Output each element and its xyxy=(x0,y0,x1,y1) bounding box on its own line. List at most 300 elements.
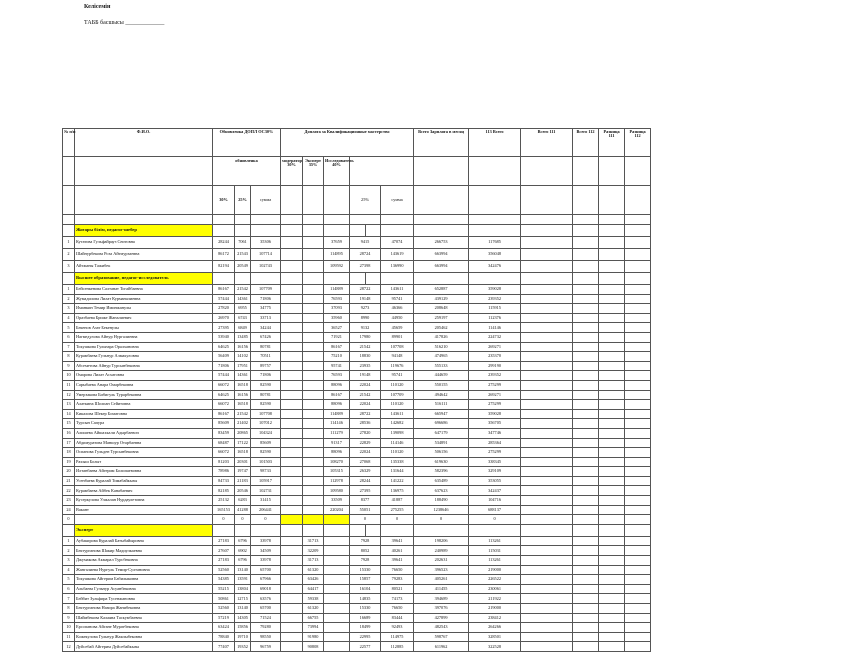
row-name: Рахыш Болыт xyxy=(75,457,213,467)
section-cell xyxy=(625,524,651,536)
table-row xyxy=(63,400,821,410)
cell-sum-b: 95741 xyxy=(381,294,414,304)
cell-empty xyxy=(573,361,599,371)
cell-issled: 95741 xyxy=(324,361,350,371)
table-row xyxy=(63,486,821,496)
section-cell xyxy=(350,524,366,536)
cell-moderator xyxy=(281,575,303,585)
cell-25pct-b: 8052 xyxy=(350,546,381,556)
cell-expert xyxy=(303,448,324,458)
cell-empty xyxy=(573,536,599,546)
cell-113: 347746 xyxy=(469,428,521,438)
cell-moderator xyxy=(281,294,303,304)
table-row xyxy=(63,467,821,477)
section-num xyxy=(63,225,75,237)
cell-25pct: 19710 xyxy=(235,632,251,642)
table-row xyxy=(63,294,821,304)
cell-empty xyxy=(599,390,625,400)
cell-moderator xyxy=(281,390,303,400)
cell-30pct: 50861 xyxy=(213,594,235,604)
section-title: Жоғары білім, педагог-шебер xyxy=(75,225,213,237)
cell-sum: 82590 xyxy=(251,380,281,390)
cell-30pct: 27183 xyxy=(213,556,235,566)
row-name: Токушкова Айгерим Бабилыковна xyxy=(75,575,213,585)
cell-sum-b: 112885 xyxy=(381,642,414,652)
cell-sum: 65700 xyxy=(251,604,281,614)
cell-moderator xyxy=(281,313,303,323)
table-row xyxy=(63,419,821,429)
row-name: Шаймбекова Калаяна Таскумбаевна xyxy=(75,613,213,623)
table-row xyxy=(63,428,821,438)
cell-empty xyxy=(573,467,599,477)
row-num: 12 xyxy=(63,642,75,652)
cell-empty xyxy=(599,476,625,486)
section-cell xyxy=(324,524,350,536)
cell-empty xyxy=(625,623,651,633)
cell-expert xyxy=(303,261,324,273)
row-num: 4 xyxy=(63,565,75,575)
col-vsego: Всего Зарплата в месяц xyxy=(414,129,469,157)
table-row xyxy=(63,613,821,623)
cell-25pct-b: 28724 xyxy=(350,249,381,261)
cell-vsego: 534891 xyxy=(414,438,469,448)
row-name: Дуйсебай Айгерим Дуйсебайкызы xyxy=(75,642,213,652)
cell-sum-b: 143611 xyxy=(381,285,414,295)
cell-empty xyxy=(573,575,599,585)
cell-empty xyxy=(573,496,599,506)
cell-25pct-b: 19148 xyxy=(350,294,381,304)
cell-30pct: 25132 xyxy=(213,496,235,506)
cell-empty xyxy=(599,352,625,362)
col-obn: Обновленка ДОПЛ ОС30% xyxy=(213,129,281,157)
cell-113: 688137 xyxy=(469,505,521,515)
cell-sum: 82590 xyxy=(251,448,281,458)
cell-empty xyxy=(599,448,625,458)
row-num: 8 xyxy=(63,352,75,362)
section-header xyxy=(63,524,821,536)
cell-sum-b: 275255 xyxy=(381,505,414,515)
section-cell xyxy=(213,225,235,237)
cell-25pct-b: 28244 xyxy=(350,476,381,486)
cell-empty xyxy=(573,249,599,261)
row-num: 4 xyxy=(63,313,75,323)
cell-issled xyxy=(324,623,350,633)
cell-empty xyxy=(521,304,573,314)
cell-empty xyxy=(521,294,573,304)
cell-25pct-b: 28536 xyxy=(350,419,381,429)
cell-empty xyxy=(521,467,573,477)
cell-empty xyxy=(573,613,599,623)
cell-25pct: 21402 xyxy=(235,419,251,429)
table-row xyxy=(63,623,821,633)
cell-empty xyxy=(521,409,573,419)
cell-empty xyxy=(625,380,651,390)
row-num: 8 xyxy=(63,604,75,614)
cell-25pct-b: 27820 xyxy=(350,428,381,438)
cell-empty xyxy=(573,304,599,314)
cell-empty xyxy=(625,467,651,477)
cell-empty xyxy=(599,313,625,323)
col-issled: Исследователь 40% xyxy=(324,157,350,186)
cell-113: 113261 xyxy=(469,556,521,566)
cell-empty xyxy=(599,584,625,594)
cell-empty xyxy=(573,584,599,594)
cell-issled: 114889 xyxy=(324,409,350,419)
cell-empty xyxy=(573,565,599,575)
cell-vsego: 202631 xyxy=(414,556,469,566)
cell-empty xyxy=(625,505,651,515)
row-name: Турсын Сапура xyxy=(75,419,213,429)
cell-30pct: 78840 xyxy=(213,632,235,642)
cell-30pct: 57219 xyxy=(213,613,235,623)
cell-30pct: 28244 xyxy=(213,237,235,249)
cell-30pct: 68487 xyxy=(213,438,235,448)
cell-empty xyxy=(573,594,599,604)
cell-25pct-b: 7928 xyxy=(350,556,381,566)
cell-113: 356705 xyxy=(469,419,521,429)
cell-empty xyxy=(599,371,625,381)
cell-empty xyxy=(521,594,573,604)
table-row xyxy=(63,361,821,371)
cell-empty xyxy=(573,409,599,419)
table-row xyxy=(63,575,821,585)
cell-25pct: 13140 xyxy=(235,565,251,575)
cell-sum-b: 107708 xyxy=(381,342,414,352)
cell-30pct: 63424 xyxy=(213,623,235,633)
cell-expert xyxy=(303,304,324,314)
row-name: Айтжаны Тажибек xyxy=(75,261,213,273)
cell-expert: 63426 xyxy=(303,575,324,585)
cell-issled: 33509 xyxy=(324,496,350,506)
section-cell xyxy=(381,225,414,237)
cell-113: 353055 xyxy=(469,476,521,486)
cell-empty xyxy=(521,515,573,525)
cell-vsego: 205462 xyxy=(414,323,469,333)
table-row xyxy=(63,556,821,566)
cell-25pct: 20546 xyxy=(235,486,251,496)
cell-empty xyxy=(625,285,651,295)
cell-25pct-b: 9415 xyxy=(350,237,381,249)
cell-moderator xyxy=(281,249,303,261)
cell-vsego: 474965 xyxy=(414,352,469,362)
cell-30pct: 165153 xyxy=(213,505,235,515)
cell-expert xyxy=(303,505,324,515)
cell-sum: 63576 xyxy=(251,594,281,604)
row-name: Ерсопанова Айгане Муратбековна xyxy=(75,623,213,633)
cell-empty xyxy=(521,565,573,575)
cell-empty xyxy=(625,313,651,323)
cell-25pct: 21542 xyxy=(235,285,251,295)
cell-empty xyxy=(599,632,625,642)
row-num: 10 xyxy=(63,371,75,381)
cell-empty xyxy=(625,304,651,314)
cell-empty xyxy=(573,476,599,486)
cell-issled xyxy=(324,536,350,546)
cell-vsego: 665947 xyxy=(414,409,469,419)
cell-empty xyxy=(625,400,651,410)
cell-moderator xyxy=(281,304,303,314)
cell-sum: 71806 xyxy=(251,294,281,304)
cell-empty xyxy=(599,304,625,314)
cell-empty xyxy=(625,476,651,486)
cell-vsego: 411455 xyxy=(414,584,469,594)
cell-vsego: 555133 xyxy=(414,361,469,371)
section-cell xyxy=(213,273,235,285)
cell-expert: 32209 xyxy=(303,546,324,556)
cell-issled xyxy=(324,632,350,642)
row-num: 19 xyxy=(63,457,75,467)
cell-113: 356048 xyxy=(469,249,521,261)
table-row xyxy=(63,352,821,362)
row-name: Бекенов Азат Бекенулы xyxy=(75,323,213,333)
row-num: 14 xyxy=(63,409,75,419)
cell-issled: 88096 xyxy=(324,380,350,390)
cell-30pct: 86167 xyxy=(213,285,235,295)
row-name: Кожекулова Гульнур Жакпыбековна xyxy=(75,632,213,642)
cell-moderator xyxy=(281,285,303,295)
cell-25pct: 6902 xyxy=(235,546,251,556)
cell-sum-b: 110120 xyxy=(381,448,414,458)
cell-25pct: 20301 xyxy=(235,457,251,467)
section-cell xyxy=(235,524,251,536)
table-row xyxy=(63,304,821,314)
cell-sum: 70511 xyxy=(251,352,281,362)
cell-113: 112376 xyxy=(469,313,521,323)
cell-moderator xyxy=(281,604,303,614)
row-name: Жангалиева Нургуль Темир-Султановна xyxy=(75,565,213,575)
header-row-3 xyxy=(63,186,821,215)
cell-sum-b: 114975 xyxy=(381,632,414,642)
section-cell xyxy=(381,273,414,285)
cell-empty xyxy=(521,486,573,496)
cell-113: 219000 xyxy=(469,565,521,575)
table-row xyxy=(63,313,821,323)
row-name: Кутатова Гульфайрауз Сеитовна xyxy=(75,237,213,249)
section-cell xyxy=(303,273,324,285)
cell-moderator xyxy=(281,361,303,371)
col-dopl: Доплата за Квалификационные мастерство xyxy=(281,129,414,157)
cell-25pct: 13591 xyxy=(235,575,251,585)
cell-sum-b: 76650 xyxy=(381,604,414,614)
cell-25pct: 17122 xyxy=(235,438,251,448)
cell-30pct: 82185 xyxy=(213,486,235,496)
cell-moderator xyxy=(281,623,303,633)
cell-sum: 0 xyxy=(251,515,281,525)
section-cell xyxy=(469,273,521,285)
cell-30pct: 55215 xyxy=(213,584,235,594)
cell-vsego: 1238646 xyxy=(414,505,469,515)
cell-sum-b: 142682 xyxy=(381,419,414,429)
cell-expert xyxy=(303,332,324,342)
table-row xyxy=(63,390,821,400)
row-num: 22 xyxy=(63,486,75,496)
section-cell xyxy=(213,524,235,536)
row-num: 5 xyxy=(63,323,75,333)
cell-empty xyxy=(521,285,573,295)
cell-30pct: 77407 xyxy=(213,642,235,652)
cell-sum-b: 46366 xyxy=(381,304,414,314)
cell-empty xyxy=(573,438,599,448)
table-row xyxy=(63,409,821,419)
cell-empty xyxy=(573,457,599,467)
section-cell xyxy=(414,273,469,285)
cell-empty xyxy=(625,632,651,642)
cell-empty xyxy=(521,428,573,438)
cell-expert xyxy=(303,515,324,525)
cell-empty xyxy=(573,515,599,525)
section-cell xyxy=(599,225,625,237)
cell-empty xyxy=(625,536,651,546)
cell-vsego: 696686 xyxy=(414,419,469,429)
cell-empty xyxy=(521,371,573,381)
cell-sum: 67966 xyxy=(251,575,281,585)
cell-vsego: 396523 xyxy=(414,565,469,575)
cell-vsego: 598767 xyxy=(414,632,469,642)
section-cell xyxy=(573,225,599,237)
cell-sum-b: 110120 xyxy=(381,400,414,410)
cell-sum: 80781 xyxy=(251,342,281,352)
cell-expert xyxy=(303,380,324,390)
cell-25pct-b: 27068 xyxy=(350,457,381,467)
cell-25pct-b: 55051 xyxy=(350,505,381,515)
cell-empty xyxy=(521,448,573,458)
cell-30pct: 27183 xyxy=(213,536,235,546)
cell-sum-b: 136990 xyxy=(381,261,414,273)
row-name: Шайнурбекова Роза Айтмурзаевна xyxy=(75,249,213,261)
cell-empty xyxy=(521,313,573,323)
cell-expert xyxy=(303,285,324,295)
cell-empty xyxy=(573,486,599,496)
cell-empty xyxy=(521,261,573,273)
cell-vsego: 482543 xyxy=(414,623,469,633)
cell-empty xyxy=(599,457,625,467)
row-num: 12 xyxy=(63,390,75,400)
table-row xyxy=(63,261,821,273)
table-row xyxy=(63,342,821,352)
cell-empty xyxy=(573,419,599,429)
cell-30pct: 66072 xyxy=(213,400,235,410)
cell-113: 115031 xyxy=(469,546,521,556)
table-row xyxy=(63,642,821,652)
cell-empty xyxy=(625,237,651,249)
cell-empty xyxy=(521,361,573,371)
cell-moderator xyxy=(281,632,303,642)
cell-empty xyxy=(599,380,625,390)
cell-expert xyxy=(303,361,324,371)
cell-empty xyxy=(625,613,651,623)
row-num: 17 xyxy=(63,438,75,448)
cell-113: 230061 xyxy=(469,584,521,594)
cell-25pct: 12715 xyxy=(235,594,251,604)
section-cell xyxy=(521,225,573,237)
row-num: 7 xyxy=(63,594,75,604)
table-row xyxy=(63,285,821,295)
cell-vsego: 427899 xyxy=(414,613,469,623)
cell-expert xyxy=(303,400,324,410)
cell-issled: 91317 xyxy=(324,438,350,448)
cell-expert: 91980 xyxy=(303,632,324,642)
cell-empty xyxy=(521,419,573,429)
cell-empty xyxy=(573,604,599,614)
cell-sum: 206441 xyxy=(251,505,281,515)
cell-sum-b: 89901 xyxy=(381,332,414,342)
row-name: Аубакирова Куралай Батыбайыровна xyxy=(75,536,213,546)
cell-vsego: 397076 xyxy=(414,604,469,614)
cell-30pct: 66072 xyxy=(213,380,235,390)
cell-moderator xyxy=(281,438,303,448)
cell-113: 239352 xyxy=(469,371,521,381)
cell-empty xyxy=(521,352,573,362)
cell-sum-b: 95741 xyxy=(381,371,414,381)
cell-moderator xyxy=(281,448,303,458)
cell-sum-b: 47074 xyxy=(381,237,414,249)
cell-vsego: 208648 xyxy=(414,304,469,314)
cell-vsego: 663994 xyxy=(414,261,469,273)
cell-moderator xyxy=(281,476,303,486)
cell-sum-b: 41887 xyxy=(381,496,414,506)
row-name: Курамбаева Гульнур Алмакуловна xyxy=(75,352,213,362)
row-name: Бейсенкенова Салтанат Тогайбаевна xyxy=(75,285,213,295)
row-name: Кикалова Шекер Боматовна xyxy=(75,409,213,419)
cell-sum-b: 139098 xyxy=(381,428,414,438)
cell-expert xyxy=(303,438,324,448)
cell-empty xyxy=(521,342,573,352)
row-num: 6 xyxy=(63,584,75,594)
cell-issled: 112978 xyxy=(324,476,350,486)
cell-empty xyxy=(521,556,573,566)
cell-empty xyxy=(573,448,599,458)
section-cell xyxy=(599,524,625,536)
cell-empty xyxy=(599,294,625,304)
section-cell xyxy=(599,273,625,285)
cell-sum-b: 80521 xyxy=(381,584,414,594)
cell-25pct: 13804 xyxy=(235,584,251,594)
cell-expert xyxy=(303,352,324,362)
cell-25pct-b: 22024 xyxy=(350,400,381,410)
cell-moderator xyxy=(281,323,303,333)
cell-empty xyxy=(625,486,651,496)
cell-vsego: 516111 xyxy=(414,400,469,410)
cell-issled: 88096 xyxy=(324,400,350,410)
cell-vsego: 494642 xyxy=(414,390,469,400)
col-p30: 30% xyxy=(213,186,235,215)
cell-25pct: 14305 xyxy=(235,613,251,623)
cell-expert xyxy=(303,467,324,477)
cell-25pct-b: 17980 xyxy=(350,332,381,342)
cell-113: 299190 xyxy=(469,361,521,371)
section-cell xyxy=(625,225,651,237)
cell-empty xyxy=(521,546,573,556)
cell-empty xyxy=(625,594,651,604)
cell-25pct: 0 xyxy=(235,515,251,525)
cell-moderator xyxy=(281,352,303,362)
cell-empty xyxy=(573,313,599,323)
cell-30pct: 56409 xyxy=(213,352,235,362)
cell-empty xyxy=(599,486,625,496)
cell-25pct-b: 7928 xyxy=(350,536,381,546)
cell-moderator xyxy=(281,428,303,438)
cell-empty xyxy=(521,237,573,249)
cell-sum: 69018 xyxy=(251,584,281,594)
row-name: Умерзакова Бибигуль Турарбековна xyxy=(75,390,213,400)
cell-25pct: 6955 xyxy=(235,304,251,314)
section-cell xyxy=(324,273,350,285)
cell-30pct: 27607 xyxy=(213,546,235,556)
cell-113: 285364 xyxy=(469,438,521,448)
cell-30pct: 84733 xyxy=(213,476,235,486)
cell-empty xyxy=(599,237,625,249)
cell-empty xyxy=(599,594,625,604)
